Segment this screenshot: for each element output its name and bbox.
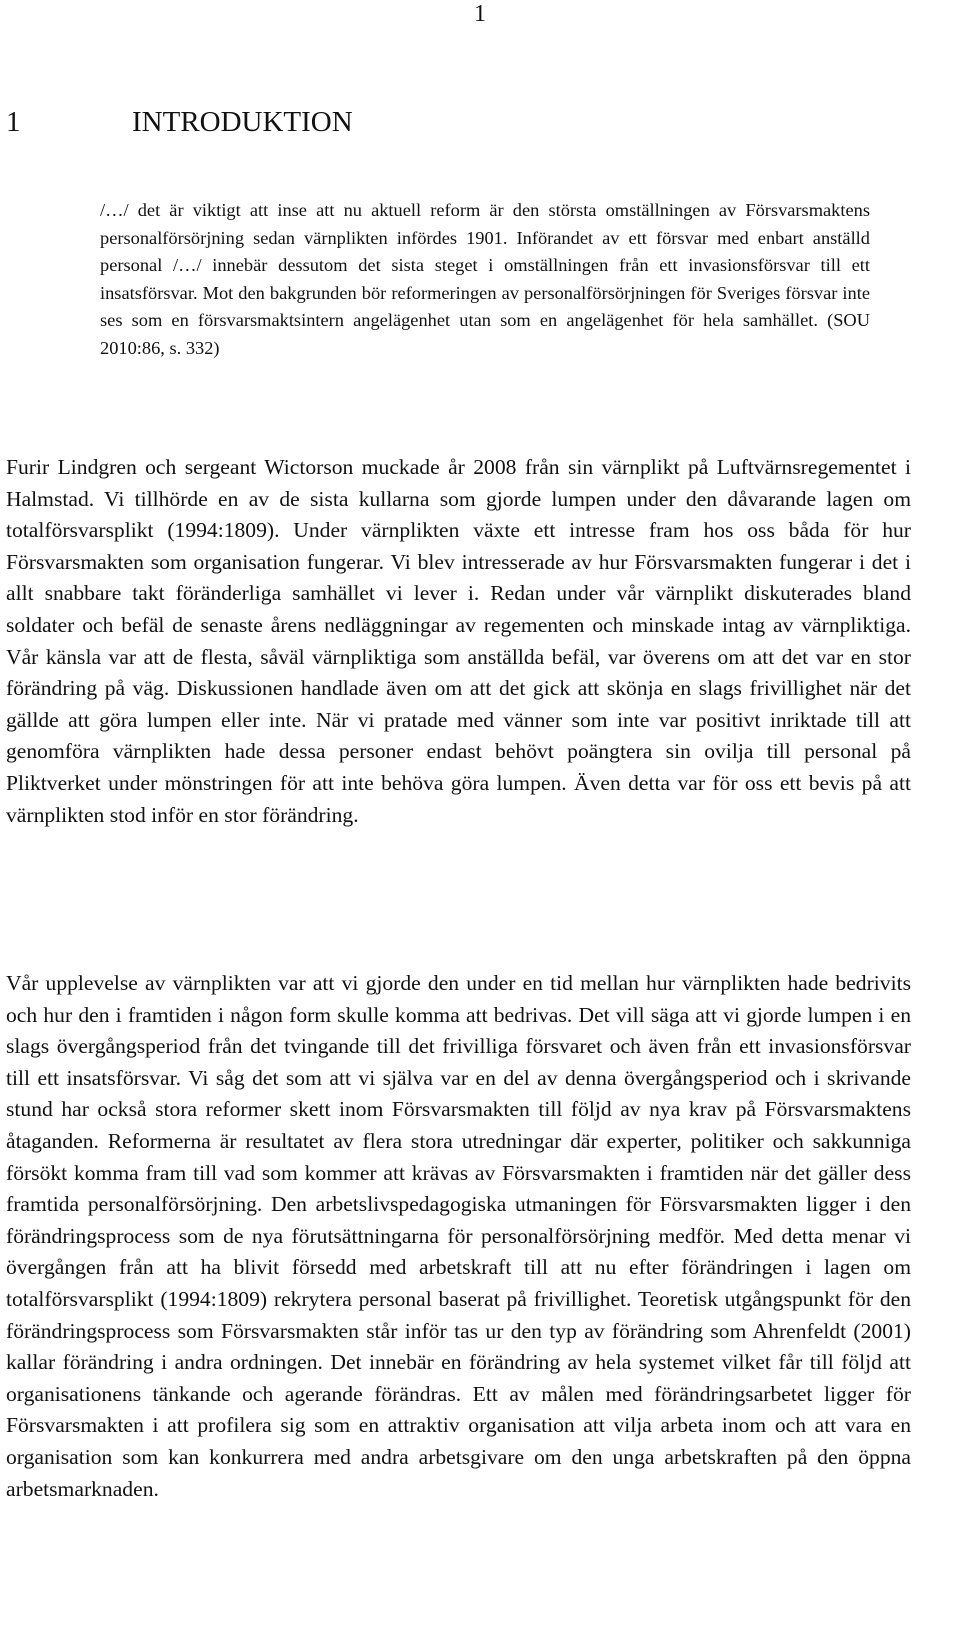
block-quote	[100, 197, 870, 363]
chapter-number: 1	[6, 106, 21, 138]
body-paragraph-1: Furir Lindgren och sergeant Wictorson muckade år 2008 från sin värnplikt på Luftvärnsregementet i Halmstad. Vi tillhörde en av de sista kullarna som gjorde lumpen under den dåvarande lagen om totalförsvarsplikt (1994:1809). Under värnplikten växte ett intresse fram hos oss båda för hur Försvarsmakten som organisation fungerar. Vi blev intresserade av hur Försvarsmakten fungerar i det i allt snabbare takt föränderliga samhället vi lever i. Redan under vår värnplikt diskuterades bland soldater och befäl de senaste årens nedläggningar av regementen och minskade intag av värnpliktiga. Vår känsla var att de flesta, såväl värnpliktiga som anställda befäl, var överens om att det var en stor förändring på väg. Diskussionen handlade även om att det gick att skönja en slags frivillighet när det gällde att göra lumpen eller inte. När vi pratade med vänner som inte var positivt inriktade till att genomföra värnplikten hade dessa personer endast behövt poängtera sin ovilja till personal på Pliktverket under mönstringen för att inte behöva göra lumpen. Även detta var för oss ett bevis på att värnplikten stod inför en stor förändring.	[6, 455, 911, 827]
body-paragraph-2: Vår upplevelse av värnplikten var att vi gjorde den under en tid mellan hur värnplikten hade bedrivits och hur den i framtiden i någon form skulle komma att bedrivas. Det vill säga att vi gjorde lumpen i en slags övergångsperiod från det tvingande till det frivilliga försvaret och även från ett invasionsförsvar till ett insatsförsvar. Vi såg det som att vi själva var en del av denna övergångsperiod och i skrivande stund har också stora reformer skett inom Försvarsmakten till följd av nya krav på Försvarsmaktens åtaganden. Reformerna är resultatet av flera stora utredningar där experter, politiker och sakkunniga försökt komma fram till vad som kommer att krävas av Försvarsmakten i framtiden när det gäller dess framtida personalförsörjning. Den arbetslivspedagogiska utmaningen för Försvarsmakten ligger i den förändringsprocess som de nya förutsättningarna för personalförsörjning medför. Med detta menar vi övergången från att ha blivit försedd med arbetskraft till att nu efter förändringen i lagen om totalförsvarsplikt (1994:1809) rekrytera personal baserat på frivillighet. Teoretisk utgångspunkt för den förändringsprocess som Försvarsmakten står inför tas ur den typ av förändring som Ahrenfeldt (2001) kallar förändring i andra ordningen. Det innebär en förändring av hela systemet vilket får till följd att organisationens tänkande och agerande förändras. Ett av målen med förändringsarbetet ligger för Försvarsmakten i att profilera sig som en attraktiv organisation att vilja arbeta inom och att vara en organisation som kan konkurrera med andra arbetsgivare om den unga arbetskraften på den öppna arbetsmarknaden.	[6, 971, 911, 1501]
chapter-heading	[6, 104, 353, 140]
quote-text: /…/ det är viktigt att inse att nu aktuell reform är den största omställningen av Försvarsmaktens personalförsörjning sedan värnplikten infördes 1901. Införandet av ett försvar med enbart anställd personal /…/ innebär dessutom det sista steget i omställningen från ett invasionsförsvar till ett insatsförsvar. Mot den bakgrunden bör reformeringen av personalförsörjningen för Sveriges försvar inte ses som en försvarsmaktsintern angelägenhet utan som en angelägenhet för hela samhället. (SOU 2010:86, s. 332)	[100, 200, 870, 358]
chapter-title: INTRODUKTION	[132, 106, 353, 138]
page-number: 1	[474, 1, 486, 27]
